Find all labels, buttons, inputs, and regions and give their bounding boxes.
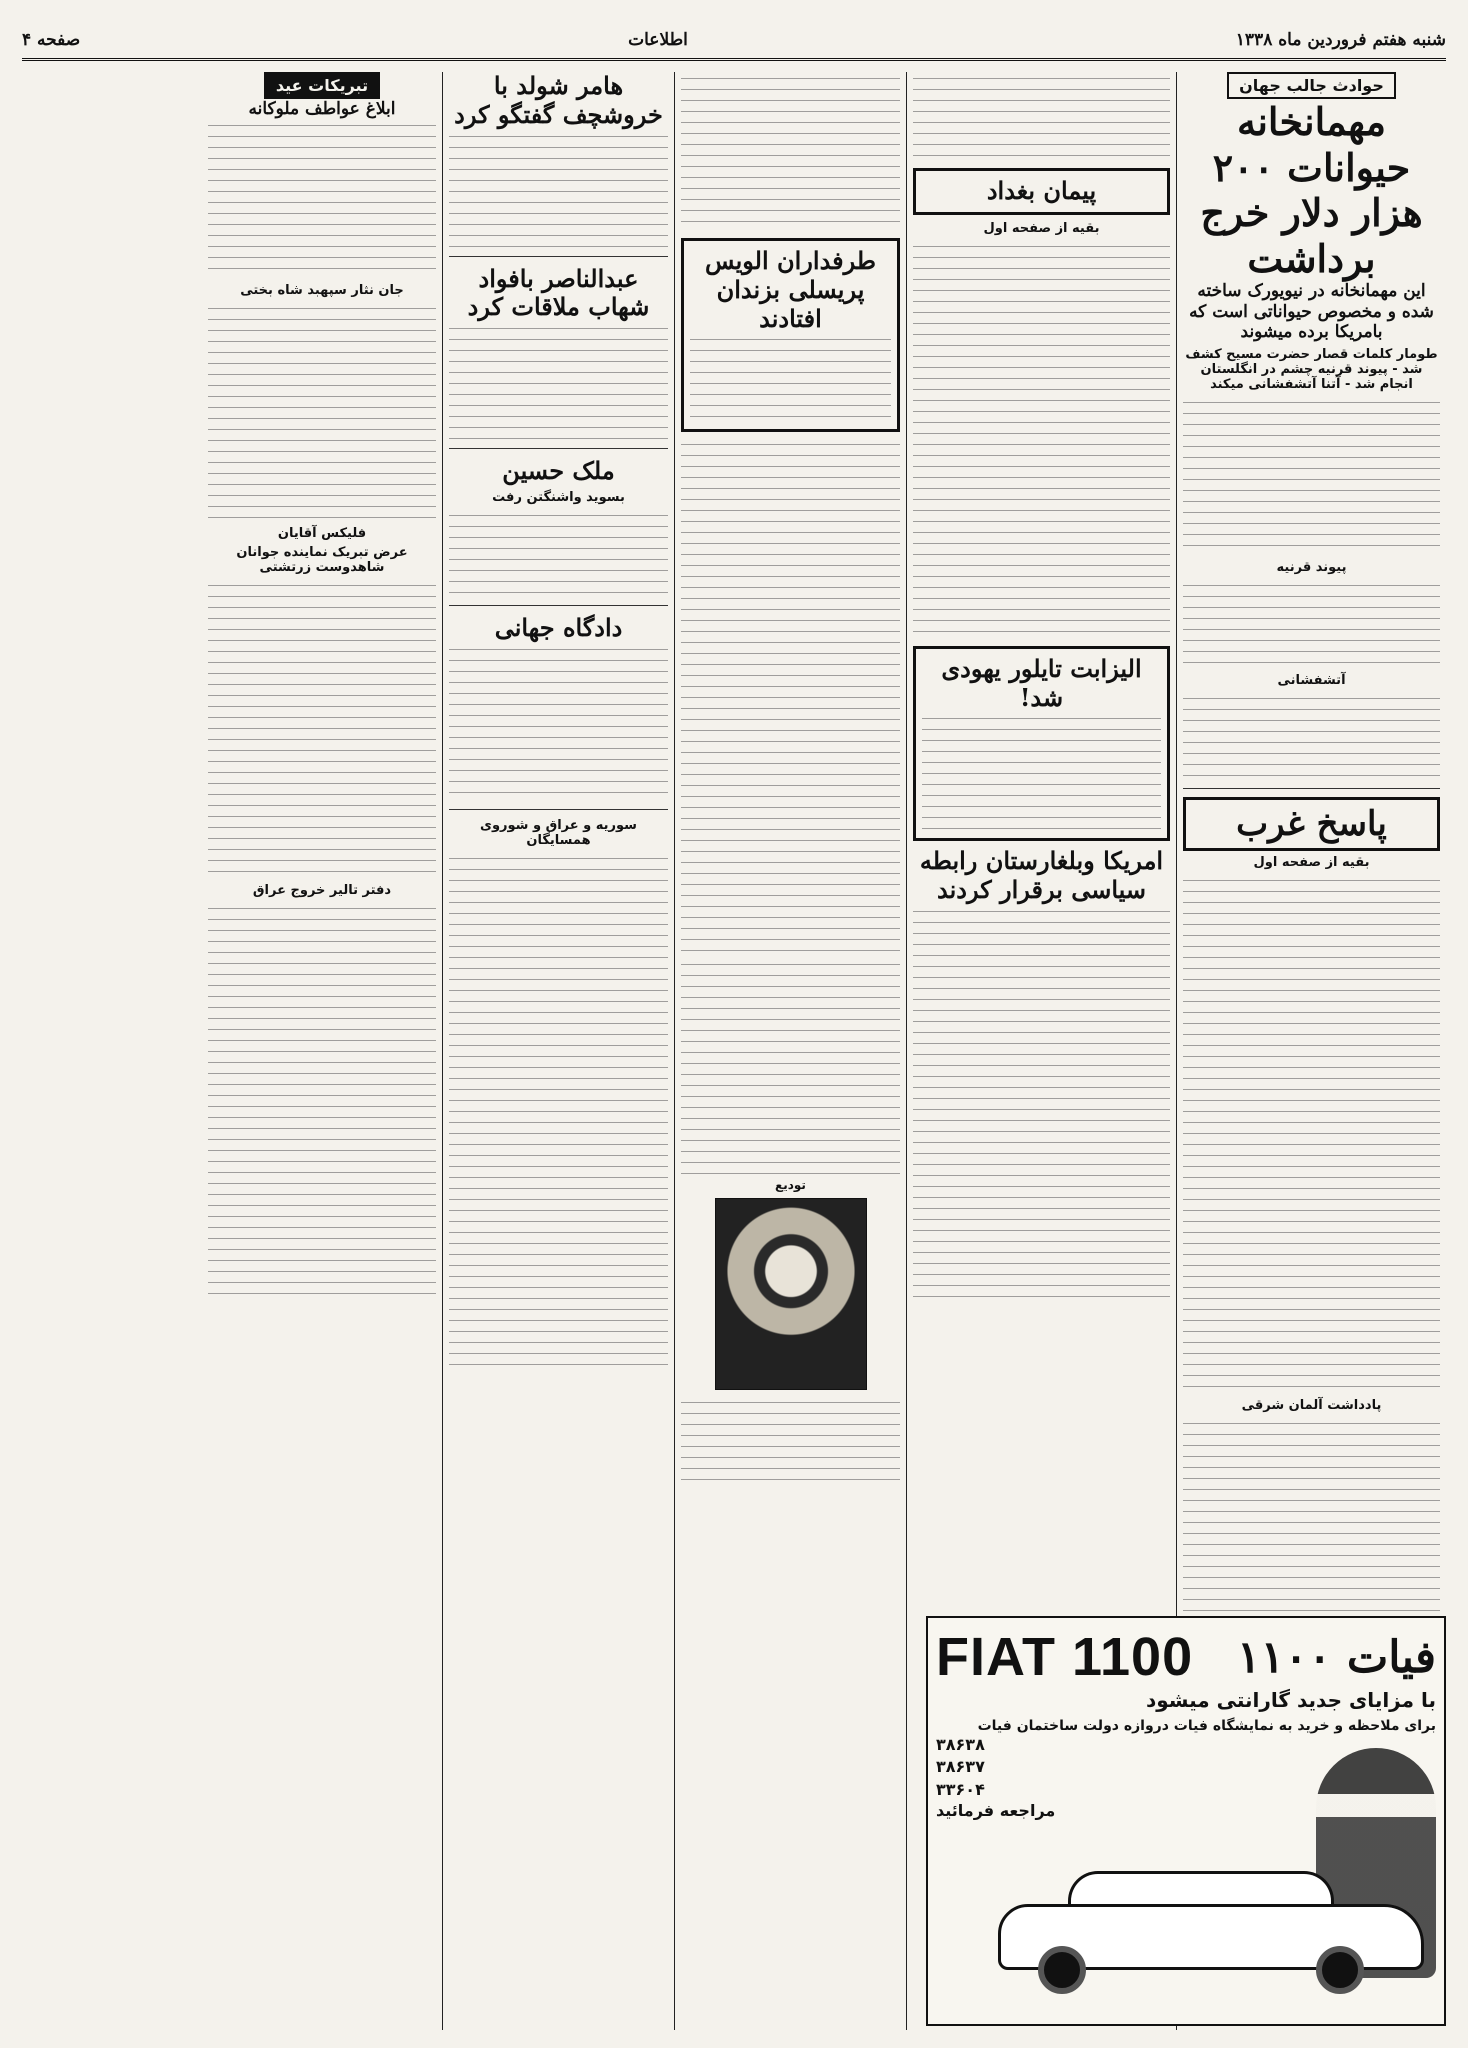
portrait-photo (715, 1198, 867, 1390)
subhead-king-hussein: بسوید واشنگتن رفت (492, 489, 625, 505)
body-text-lines (913, 240, 1170, 640)
body-text-lines (449, 130, 668, 250)
car-illustration (998, 1874, 1424, 1994)
column-presley (674, 72, 906, 2030)
subhead-iraq-exit: دفتر تالیر خروج عراق (252, 883, 392, 899)
headline-royal-message: ابلاغ عواطف ملوکانه (248, 99, 396, 119)
body-text-lines (913, 905, 1170, 1305)
body-text-lines (449, 509, 668, 599)
body-text-lines (913, 72, 1170, 162)
headline-us-bulgaria: امریکا وبلغارستان رابطه سیاسی برقرار کردند (919, 846, 1164, 905)
body-text-lines (208, 302, 436, 522)
body-text-lines (449, 852, 668, 1372)
kicker-eid: تبریکات عید (264, 72, 380, 99)
body-text-lines (1183, 396, 1440, 556)
kicker-world-events: حوادث جالب جهان (1227, 72, 1396, 99)
subhead-zoroastrian: عرض تبریک نماینده جوانان شاهدوست زرتشتی (236, 545, 408, 576)
body-text-lines (681, 438, 900, 958)
body-text-lines (449, 322, 668, 442)
body-text-lines (690, 333, 891, 423)
headline-baghdad-pact: پیمان بغداد (986, 176, 1097, 205)
ad-brand-persian: فیات ۱۱۰۰ (1237, 1631, 1436, 1683)
ad-phone: ۳۸۶۳۷ (936, 1757, 985, 1777)
headline-world-court: دادگاه جهانی (494, 613, 623, 642)
headline-presley: طرفداران الویس پریسلی بزندان افتادند (705, 246, 876, 333)
body-text-lines (208, 579, 436, 879)
subhead-shahbakhti: جان نثار سپهبد شاه بختی (240, 283, 404, 299)
deck-animal-hotel: طومار کلمات قصار حضرت مسیح کشف شد - پیوند قرنیه چشم در انگلستان انجام شد - آتنا آتشفشانی میکند (1185, 346, 1438, 392)
subhead-felix: فلیکس آقایان (277, 526, 367, 542)
car-wheel (1038, 1946, 1086, 1994)
headline-west-response: پاسخ غرب (1183, 797, 1440, 851)
subhead-neighbors: سوریه و عراق و شوروی همسایگان (480, 817, 637, 848)
ad-phone: ۳۸۶۳۸ (936, 1735, 985, 1754)
ad-phone: ۳۳۶۰۴ (936, 1779, 985, 1799)
subhead-volcano: آتشفشانی (1277, 672, 1346, 688)
ad-dealer-line: برای ملاحظه و خرید به نمایشگاه فیات دروازه دولت ساختمان فیات (977, 1718, 1436, 1734)
car-wheel (1316, 1946, 1364, 1994)
body-text-lines (681, 72, 900, 232)
masthead-date: شنبه هفتم فروردین ماه ۱۳۳۸ (1235, 30, 1446, 50)
body-text-lines (922, 712, 1161, 832)
ad-tagline: با مزایای جدید گارانتی میشود (1145, 1688, 1436, 1712)
photo-caption: تودیع (775, 1178, 806, 1193)
body-text-lines (208, 902, 436, 1302)
headline-king-hussein: ملک حسین (502, 457, 615, 486)
fiat-advertisement (926, 1616, 1446, 2026)
body-text-lines (1183, 692, 1440, 782)
body-text-lines (449, 643, 668, 803)
ad-call-to-action: مراجعه فرمائید (936, 1801, 1056, 1821)
body-text-lines (681, 958, 900, 1178)
masthead-page: صفحه ۴ (22, 30, 81, 50)
body-text-lines (208, 119, 436, 279)
masthead-title: اطلاعات (628, 30, 688, 50)
continued-note: بقیه از صفحه اول (1253, 854, 1370, 870)
continued-note: بقیه از صفحه اول (983, 220, 1100, 236)
column-mid (442, 72, 674, 2030)
subhead-animal-hotel: این مهمانخانه در نیویورک ساخته شده و مخصوص حیواناتی است که بامریکا برده میشوند (1189, 281, 1434, 343)
subhead-cornea: پیوند قرنیه (1276, 559, 1347, 575)
masthead (22, 22, 1446, 61)
body-text-lines (1183, 579, 1440, 669)
headline-nasser: عبدالناصر بافواد شهاب ملاقات کرد (467, 264, 650, 322)
column-left (202, 72, 442, 2030)
headline-animal-hotel: مهمانخانه حیوانات ۲۰۰ هزار دلار خرج برداشت (1200, 99, 1423, 281)
ad-brand-latin: FIAT 1100 (936, 1627, 1194, 1687)
body-text-lines (1183, 874, 1440, 1394)
subhead-east-germany: پادداشت آلمان شرقی (1241, 1397, 1382, 1413)
headline-hammarskjold: هامر شولد با خروشچف گفتگو کرد (454, 72, 663, 129)
headline-taylor: الیزابت تایلور یهودی شد! (941, 653, 1142, 712)
body-text-lines (681, 1396, 900, 1486)
